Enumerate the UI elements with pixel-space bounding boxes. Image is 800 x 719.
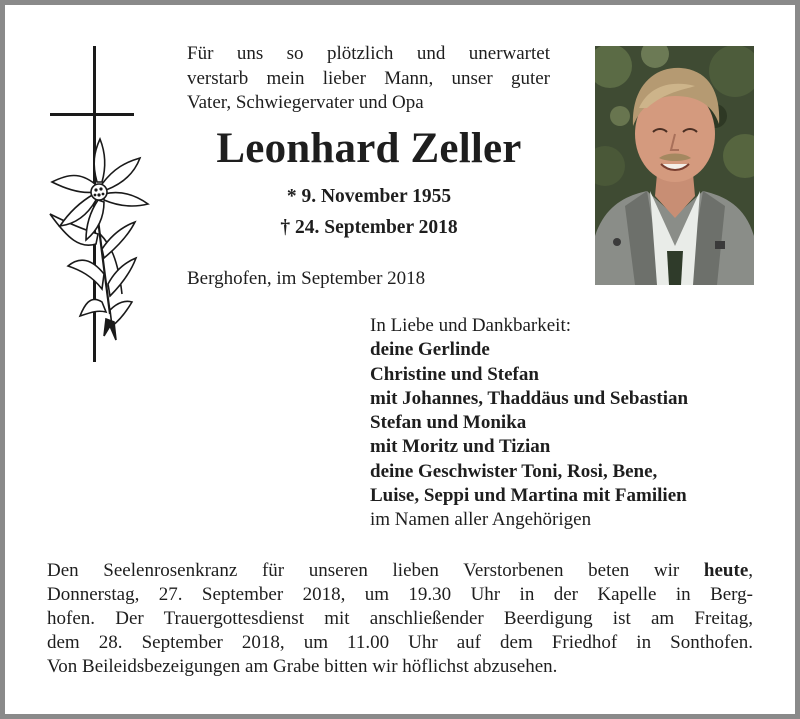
- mourner-line: Stefan und Monika: [370, 412, 527, 434]
- place-date: Berghofen, im September 2018: [187, 268, 426, 289]
- cross-icon: [40, 44, 160, 364]
- mourner-line: mit Johannes, Thaddäus und Sebastian: [370, 387, 689, 409]
- portrait-photo: [595, 46, 754, 285]
- notice-line: dem 28. September 2018, um 11.00 Uhr auf dem Friedhof in Sonthofen.: [47, 632, 753, 653]
- notice-emphasis: heute: [703, 560, 749, 581]
- intro-line: verstarb mein lieber Mann, unser guter: [187, 67, 550, 89]
- notice-line: Von Beileidsbezeigungen am Grabe bitten wir höflichst abzusehen.: [47, 656, 558, 677]
- mourner-line: deine Gerlinde: [370, 339, 490, 361]
- notice-text: Den Seelenrosenkranz für unseren lieben Verstorbenen beten wir: [47, 560, 704, 581]
- mourners-closing: im Namen aller Angehörigen: [370, 509, 592, 531]
- notice-line: [47, 559, 753, 583]
- notice-line: hofen. Der Trauergottesdienst mit anschließender Beerdigung ist am Freitag,: [47, 608, 753, 629]
- mourner-line: deine Geschwister Toni, Rosi, Bene,: [370, 460, 658, 482]
- death-date: † 24. September 2018: [280, 217, 458, 238]
- mourners-block: [370, 314, 780, 533]
- notice-text: ,: [748, 560, 753, 581]
- mourner-line: Christine und Stefan: [370, 363, 539, 385]
- intro-line: Für uns so plötzlich und unerwartet: [187, 43, 550, 64]
- mourner-line: Luise, Seppi und Martina mit Familien: [370, 485, 687, 507]
- mourners-heading: In Liebe und Dankbarkeit:: [370, 315, 572, 336]
- mourner-line: mit Moritz und Tizian: [370, 436, 551, 458]
- birth-date: * 9. November 1955: [286, 186, 452, 207]
- edelweiss-icon: [50, 139, 148, 340]
- cross-with-edelweiss: [40, 44, 160, 364]
- intro-text: [187, 42, 550, 116]
- deceased-name: Leonhard Zeller: [216, 125, 522, 172]
- notice-line: Donnerstag, 27. September 2018, um 19.30 Uhr in der Kapelle in Berg-: [47, 584, 753, 605]
- service-notice: [47, 559, 753, 679]
- intro-line: Vater, Schwiegervater und Opa: [187, 92, 424, 113]
